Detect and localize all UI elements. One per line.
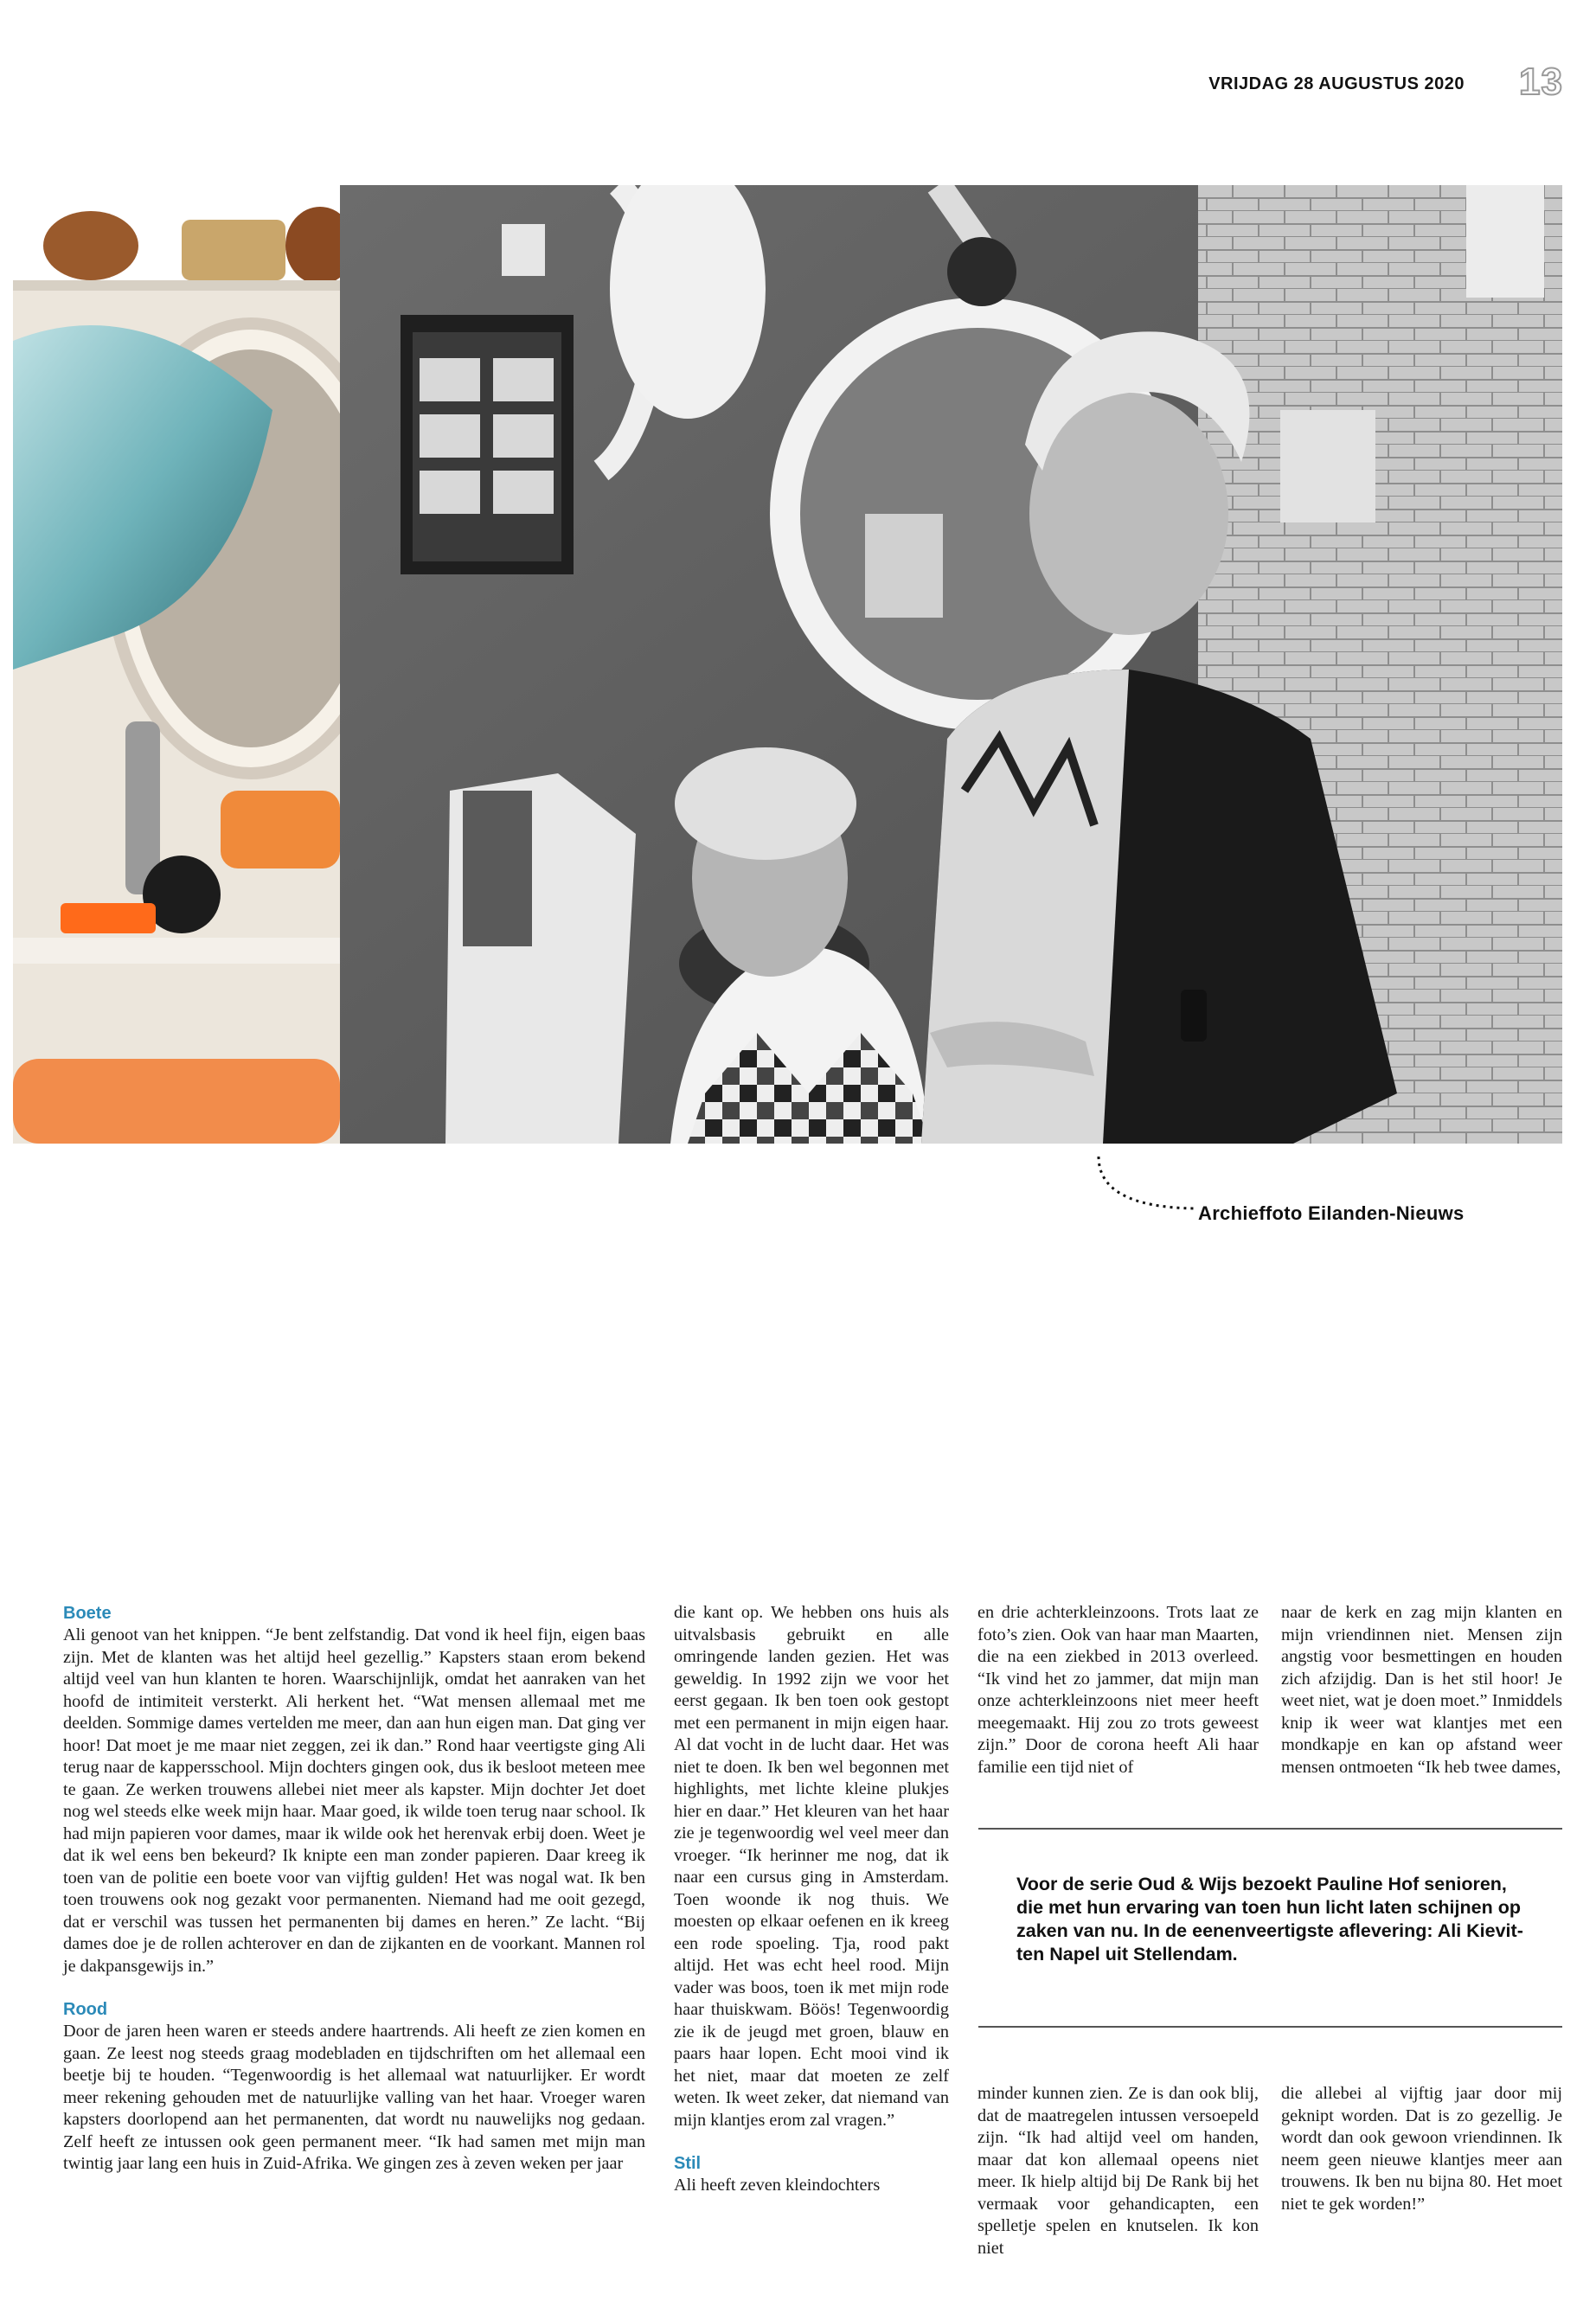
paragraph: die kant op. We hebben ons huis als uitvalsbasis gebruikt en alle omringende landen gezien. Het was geweldig. In 1992 zijn we voor het eerst gegaan. Ik ben toen ook gestopt met een permanent in mijn eigen haar. Al dat vocht in de lucht daar. Het was niet te doen. Ik ben wel begonnen met highlights, met lichte kleine plukjes hier en daar.” Het kleuren van het haar zie je tegenwoordig wel veel meer dan vroeger. “Ik herinner me nog, dat ik naar een cursus ging in Amsterdam. Toen woonde ik nog thuis. We moesten op elkaar oefenen en ik kreeg een rode spoeling. Tja, rood pakt altijd. Het was echt heel rood. Mijn vader was boos, toen ik met mijn rode haar thuiskwam. Böös! Tegenwoordig zie ik de jeugd met groen, blauw en paars haar lopen. Echt mooi vind ik het niet, maar dat moeten ze zelf weten. Ik weet zeker, dat niemand van mijn klantjes erom zal vragen.”	[674, 1603, 949, 2130]
article-photo	[13, 185, 1562, 1144]
paragraph: minder kunnen zien. Ze is dan ook blij, dat de maatregelen intussen versoepeld zijn. “Ik had altijd veel om handen, maar dat kon allemaal opeens niet meer. Ik hielp altijd bij De Rank bij het vermaak voor gehandicapten, een spelletje spelen en knutselen. Ik kon niet	[977, 2084, 1259, 2258]
subheading-rood: Rood	[63, 2000, 108, 2019]
photo-caption: Archieffoto Eilanden-Nieuws	[1198, 1202, 1465, 1224]
subheading-boete: Boete	[63, 1604, 112, 1623]
article-column-1	[63, 1602, 645, 2176]
paragraph: Ali genoot van het knippen. “Je bent zelfstandig. Dat vond ik heel fijn, eigen baas zijn. Met de klanten was het altijd heel gezellig.” Kapsters staan erom bekend altijd veel van hun klanten te horen. Waarschijnlijk, omdat het aanraken van het hoofd de intimiteit versterkt. Ali herkent het. “Wat mensen allemaal met me deelden. Sommige dames vertelden me meer, dan aan hun eigen man. Dat ging ver hoor! Dat moet je me maar niet zeggen, zei ik dan.” Rond haar veertigste ging Ali terug naar de kappersschool. Mijn dochters gingen ook, dus ik besloot meteen mee te gaan. Ze werken trouwens allebei niet meer als kapster. Mijn dochter Jet doet nog wel steeds elke week mijn haar. Maar goed, ik wilde toen terug naar school. Ik had mijn papieren voor dames, maar ik wilde ook het herenvak erbij doen. Weet je dat ik wel eens ben bekeurd? Ik knipte een man zonder papieren. Daar kreeg ik toen van de politie een boete voor van vijftig gulden! Het was nogal wat. Ik ben toen trouwens ook nog gezakt voor permanenten. Niemand had me ooit gezegd, dat er verschil was tussen het permanenten bij dames en heren.” Ze lacht. “Bij dames doe je de rollen achterover en dan de zijkanten en de voorkant. Mannen rol je dakpansgewijs in.”	[63, 1625, 645, 1976]
article-column-3-bottom	[977, 2083, 1259, 2259]
series-intro: Voor de serie Oud & Wijs bezoekt Pauline Hof senioren, die met hun ervaring van toen hun licht laten schijnen op zaken van nu. In de eenenveertigste aflevering: Ali Kievit-ten Napel uit Stellendam.	[1016, 1874, 1523, 1965]
intro-top-rule	[978, 1828, 1562, 1830]
article-column-4-top	[1281, 1602, 1562, 1779]
paragraph: Door de jaren heen waren er steeds andere haartrends. Ali heeft ze zien komen en gaan. Ze leest nog steeds graag modebladen en tijdschriften om het allemaal een beetje bij te houden. “Tegenwoordig is het allemaal wat natuurlijker. Er wordt meer rekening gehouden met de natuurlijke valling van het haar. Vroeger waren kapsters doorlopend aan het permanenten, dat wordt nu nauwelijks nog gedaan. Zelf heeft ze intussen ook geen permanent meer. “Ik had samen met mijn man twintig jaar lang een huis in Zuid-Afrika. We gingen zes à zeven weken per jaar	[63, 2022, 645, 2173]
paragraph: en drie achterkleinzoons. Trots laat ze foto’s zien. Ook van haar man Maarten, die na een ziekbed in 2013 overleed. “Ik vind het zo jammer, dat mijn man onze achterkleinzoons niet meer heeft meegemaakt. Hij zou zo trots geweest zijn.” Door de corona heeft Ali haar familie een tijd niet of	[977, 1603, 1259, 1777]
paragraph: naar de kerk en zag mijn klanten en mijn vriendinnen niet. Mensen zijn angstig voor besmettingen en houden zich afzijdig. Dan is het stil hoor! Je weet niet, wat je doen moet.” Inmiddels knip ik weer wat klantjes met een mondkapje en kan op afstand weer mensen ontmoeten “Ik heb twee dames,	[1281, 1603, 1562, 1777]
paragraph: Ali heeft zeven kleindochters	[674, 2176, 881, 2195]
issue-date: VRIJDAG 28 AUGUSTUS 2020	[1208, 74, 1465, 93]
intro-bottom-rule	[978, 2026, 1562, 2028]
caption-leader-line	[1094, 1155, 1207, 1220]
subheading-stil: Stil	[674, 2154, 702, 2173]
article-column-3-top	[977, 1602, 1259, 1779]
article-column-4-bottom	[1281, 2083, 1562, 2215]
paragraph: die allebei al vijftig jaar door mij geknipt worden. Dat is zo gezellig. Je wordt dan ook gewoon vriendinnen. Ik neem geen nieuwe klantjes meer aan trouwens. Ik ben nu bijna 80. Het moet niet te gek worden!”	[1281, 2084, 1562, 2214]
article-column-2	[674, 1602, 949, 2197]
page-number: 13	[1519, 61, 1563, 103]
